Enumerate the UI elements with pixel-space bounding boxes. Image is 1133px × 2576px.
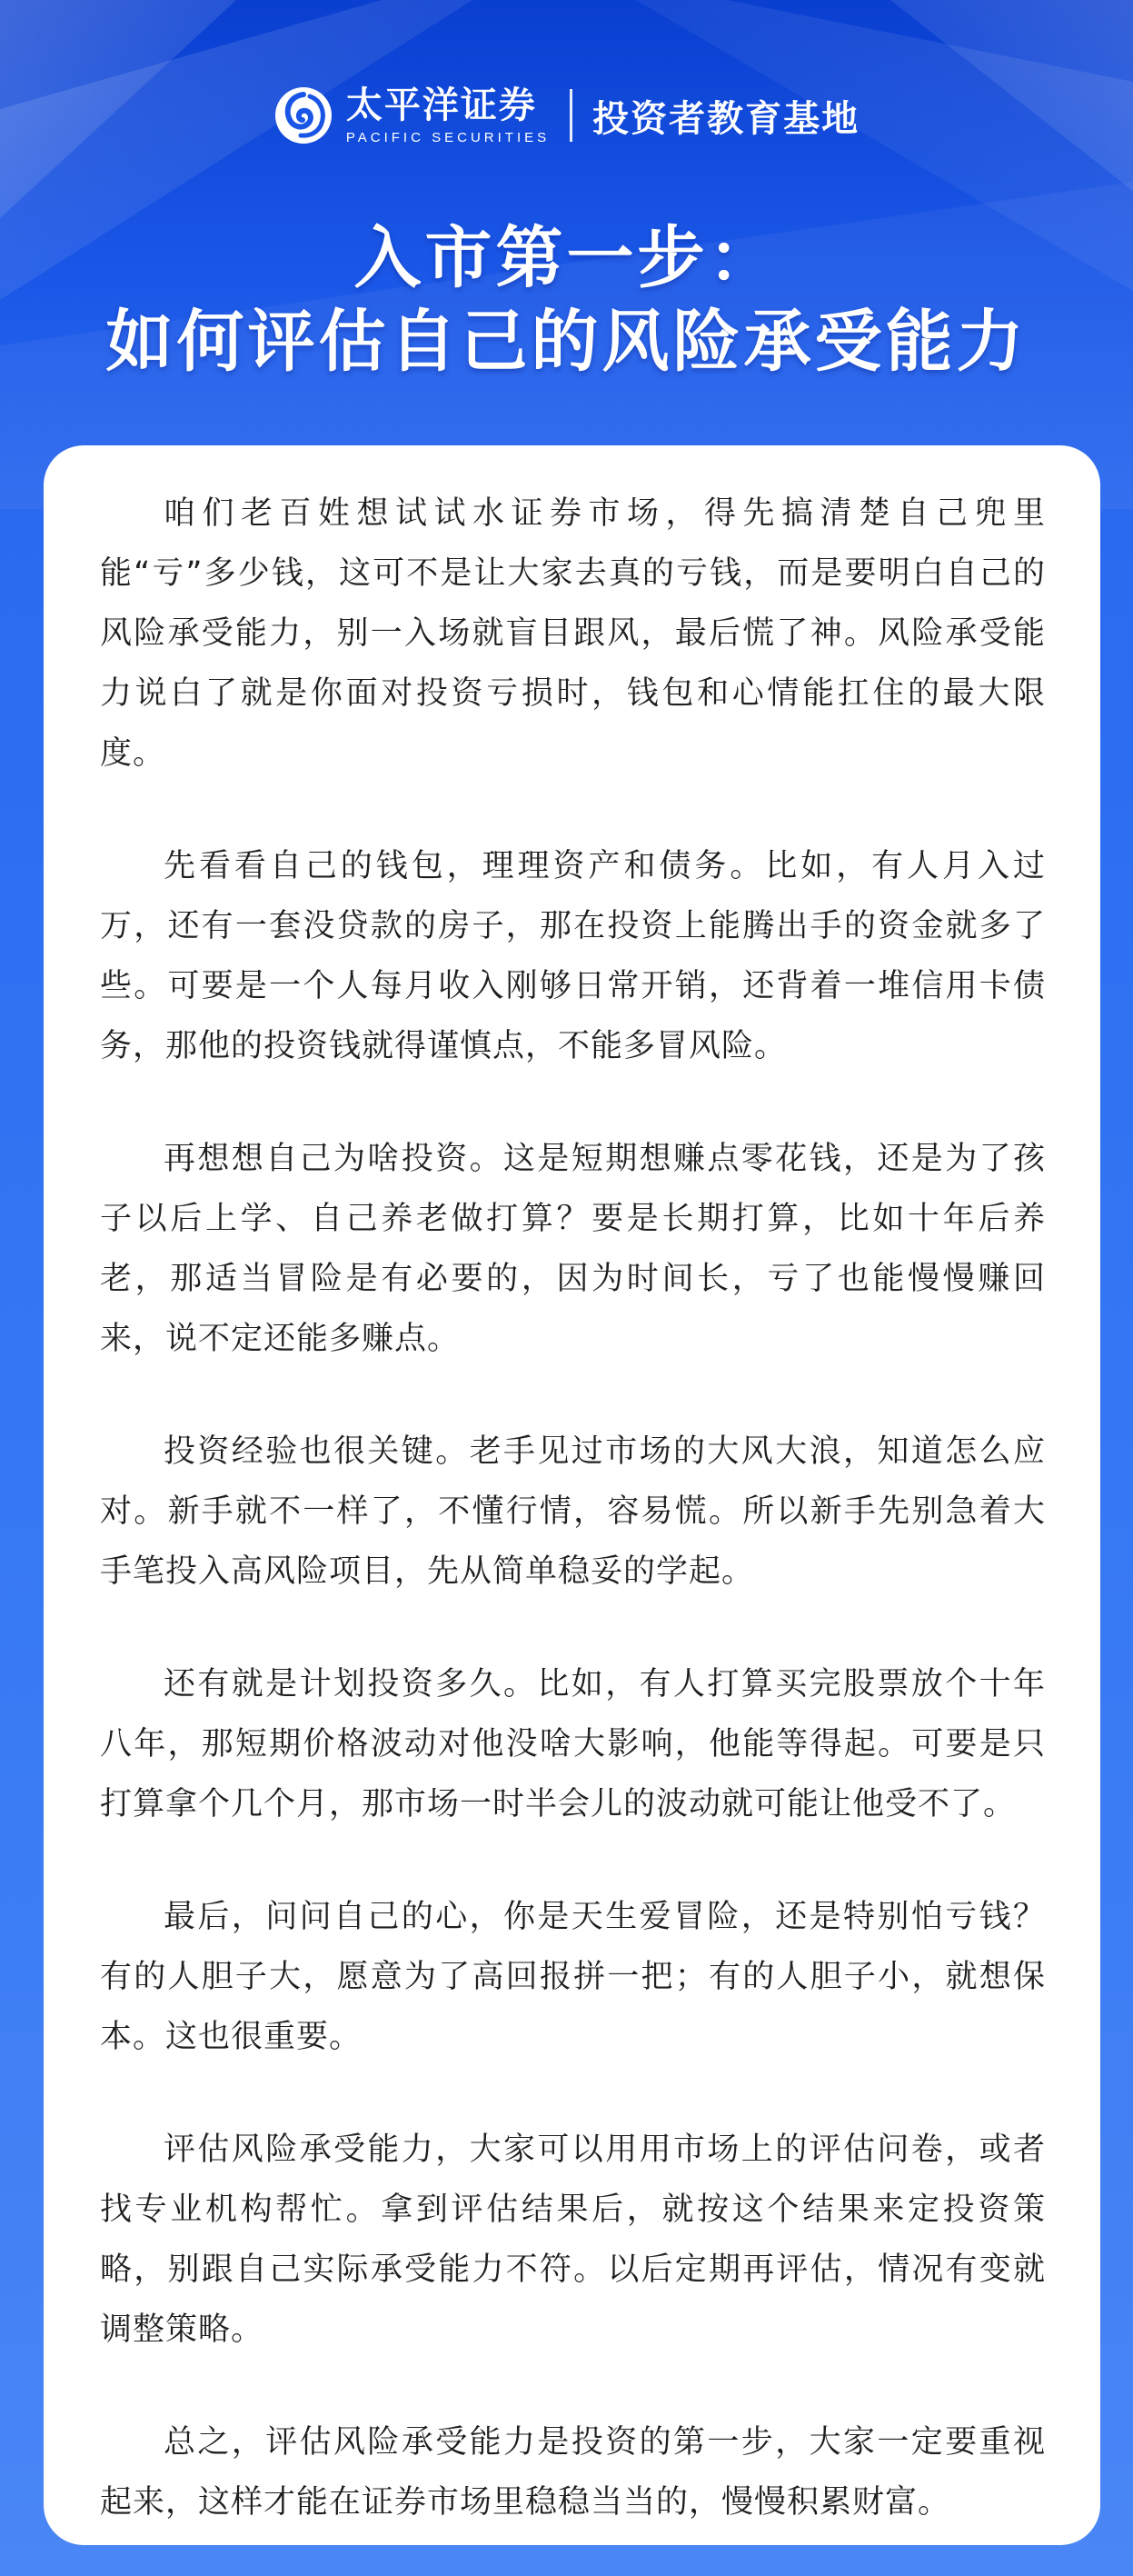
header-divider (570, 89, 572, 142)
brand-name: 太平洋证券 (345, 84, 537, 126)
article-paragraph-1: 咱们老百姓想试试水证券市场，得先搞清楚自己兜里能“亏”多少钱，这可不是让大家去真的亏钱，而是要明白自己的风险承受能力，别一入场就盲目跟风，最后慌了神。风险承受能力说白了就是你面对投资亏损时，钱包和心情能扛住的最大限度。 (100, 495, 1046, 772)
article-paragraph-5: 还有就是计划投资多久。比如，有人打算买完股票放个十年八年，那短期价格波动对他没啥大影响，他能等得起。可要是只打算拿个几个月，那市场一时半会儿的波动就可能让他受不了。 (100, 1666, 1046, 1822)
title-line-2: 如何评估自己的风险承受能力 (105, 303, 1028, 381)
header (0, 75, 1133, 156)
section-name: 投资者教育基地 (592, 97, 860, 140)
swirl-logo-icon (273, 85, 333, 145)
article-paragraph-7: 评估风险承受能力，大家可以用用市场上的评估问卷，或者找专业机构帮忙。拿到评估结果后，就按这个结果来定投资策略，别跟自己实际承受能力不符。以后定期再评估，情况有变就调整策略。 (100, 2132, 1046, 2348)
article-paragraph-4: 投资经验也很关键。老手见过市场的大风大浪，知道怎么应对。新手就不一样了，不懂行情，容易慌。所以新手先别急着大手笔投入高风险项目，先从简单稳妥的学起。 (100, 1433, 1046, 1590)
article-card (44, 445, 1100, 2545)
article-paragraph-2: 先看看自己的钱包，理理资产和债务。比如，有人月入过万，还有一套没贷款的房子，那在投资上能腾出手的资金就多了些。可要是一个人每月收入刚够日常开销，还背着一堆信用卡债务，那他的投资钱就得谨慎点，不能多冒风险。 (100, 848, 1046, 1064)
article-paragraph-3: 再想想自己为啥投资。这是短期想赚点零花钱，还是为了孩子以后上学、自己养老做打算？要是长期打算，比如十年后养老，那适当冒险是有必要的，因为时间长，亏了也能慢慢赚回来，说不定还能多赚点。 (100, 1141, 1046, 1357)
article-paragraph-6: 最后，问问自己的心，你是天生爱冒险，还是特别怕亏钱？有的人胆子大，愿意为了高回报拼一把；有的人胆子小，就想保本。这也很重要。 (100, 1899, 1046, 2055)
brand (345, 84, 551, 145)
article-paragraph-8: 总之，评估风险承受能力是投资的第一步，大家一定要重视起来，这样才能在证券市场里稳稳当当的，慢慢积累财富。 (100, 2424, 1046, 2521)
page-title (0, 216, 1133, 384)
brand-name-en: PACIFIC SECURITIES (345, 129, 551, 145)
title-line-1: 入市第一步： (353, 219, 780, 297)
